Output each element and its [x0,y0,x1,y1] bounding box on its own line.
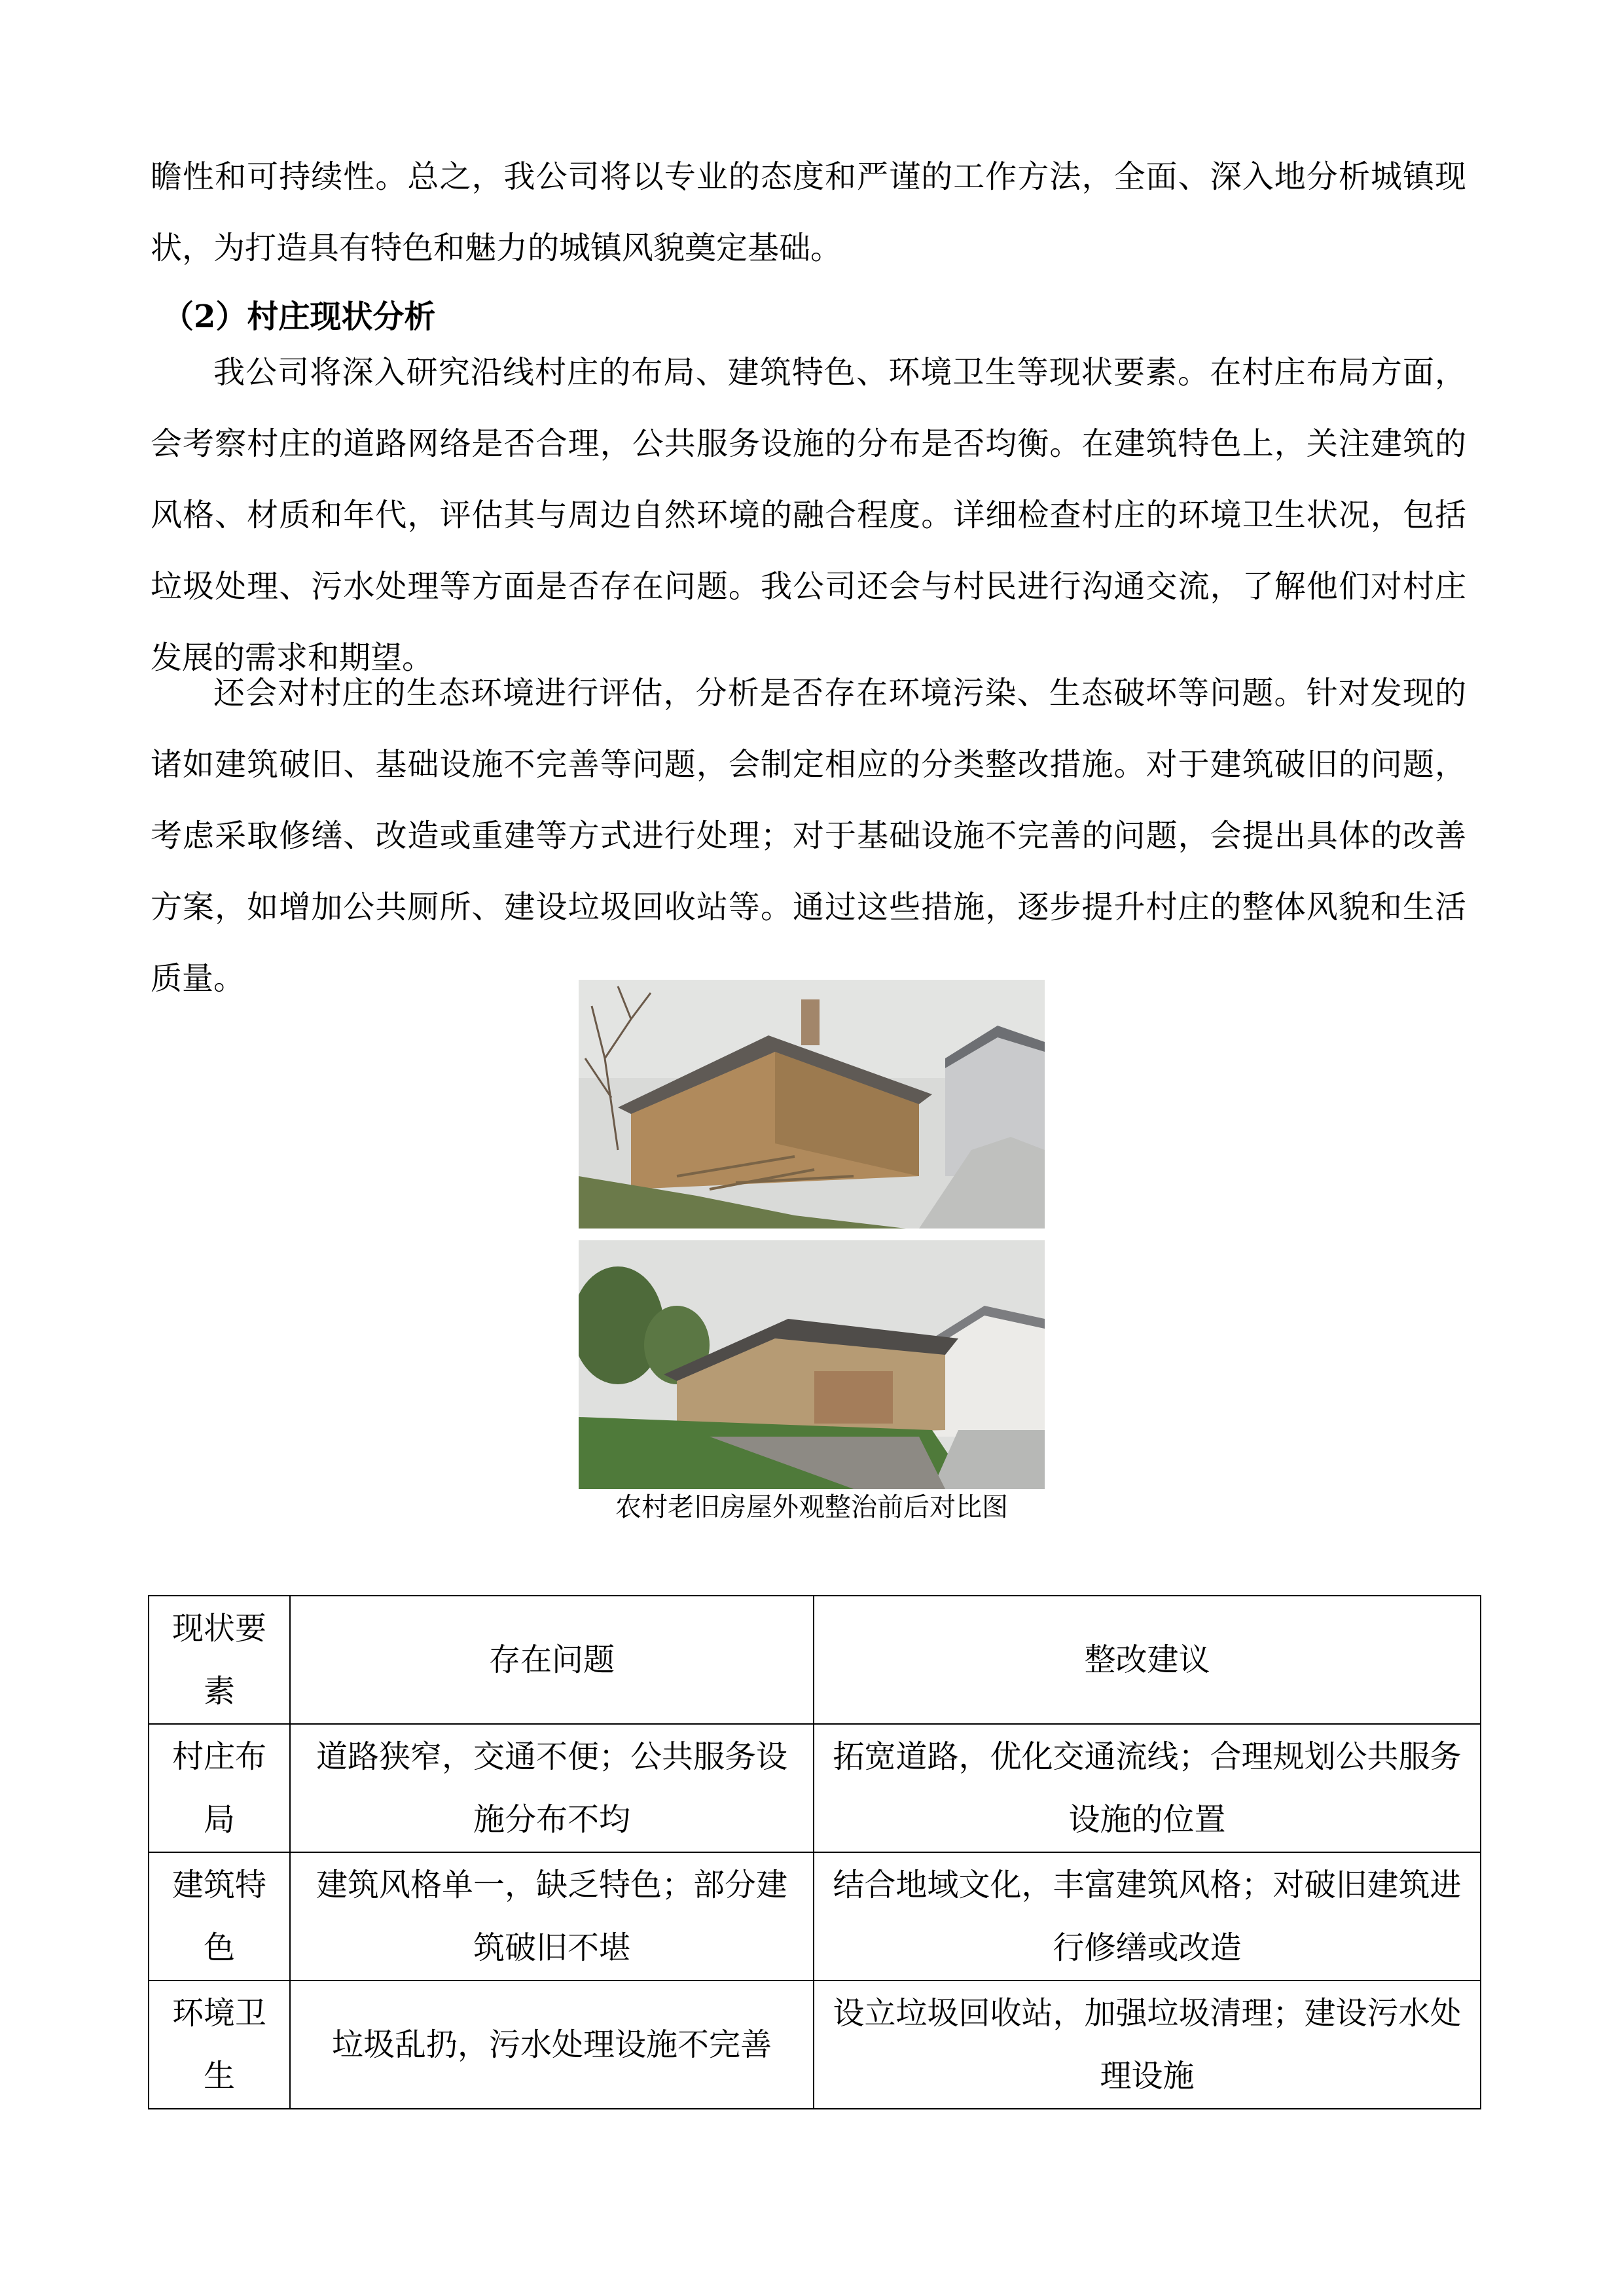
table-cell-suggestion: 结合地域文化，丰富建筑风格；对破旧建筑进行修缮或改造 [814,1852,1481,1981]
table-cell-problem: 道路狭窄，交通不便；公共服务设施分布不均 [290,1724,814,1852]
table-header-cell: 存在问题 [290,1596,814,1724]
intro-continued-paragraph: 瞻性和可持续性。总之，我公司将以专业的态度和严谨的工作方法，全面、深入地分析城镇现状，为打造具有特色和魅力的城镇风貌奠定基础。 [151,158,1466,266]
village-analysis-paragraph-2: 还会对村庄的生态环境进行评估，分析是否存在环境污染、生态破坏等问题。针对发现的诸如建筑破旧、基础设施不完善等问题，会制定相应的分类整改措施。对于建筑破旧的问题，考虑采取修缮、改造或重建等方式进行处理；对于基础设施不完善的问题，会提出具体的改善方案，如增加公共厕所、建设垃圾回收站等。通过这些措施，逐步提升村庄的整体风貌和生活质量。 [151,675,1466,997]
table-cell-problem: 垃圾乱扔，污水处理设施不完善 [290,1981,814,2109]
table-row [149,1724,1481,1852]
table-cell-element: 村庄布局 [149,1724,290,1852]
section-heading: （2）村庄现状分析 [162,298,436,335]
table-cell-suggestion: 拓宽道路，优化交通流线；合理规划公共服务设施的位置 [814,1724,1481,1852]
table-row [149,1981,1481,2109]
table-row [149,1852,1481,1981]
village-analysis-paragraph-1: 我公司将深入研究沿线村庄的布局、建筑特色、环境卫生等现状要素。在村庄布局方面，会考察村庄的道路网络是否合理，公共服务设施的分布是否均衡。在建筑特色上，关注建筑的风格、材质和年代，评估其与周边自然环境的融合程度。详细检查村庄的环境卫生状况，包括垃圾处理、污水处理等方面是否存在问题。我公司还会与村民进行沟通交流，了解他们对村庄发展的需求和期望。 [151,354,1466,676]
table-header-cell: 整改建议 [814,1596,1481,1724]
status-table [148,1595,1481,2109]
table-cell-suggestion: 设立垃圾回收站，加强垃圾清理；建设污水处理设施 [814,1981,1481,2109]
table-header-row [149,1596,1481,1724]
table-cell-element: 建筑特色 [149,1852,290,1981]
before-renovation-photo [579,980,1045,1229]
after-renovation-photo [579,1240,1045,1489]
table-header-cell: 现状要素 [149,1596,290,1724]
table-cell-problem: 建筑风格单一，缺乏特色；部分建筑破旧不堪 [290,1852,814,1981]
figure-caption: 农村老旧房屋外观整治前后对比图 [615,1492,1008,1522]
table-cell-element: 环境卫生 [149,1981,290,2109]
